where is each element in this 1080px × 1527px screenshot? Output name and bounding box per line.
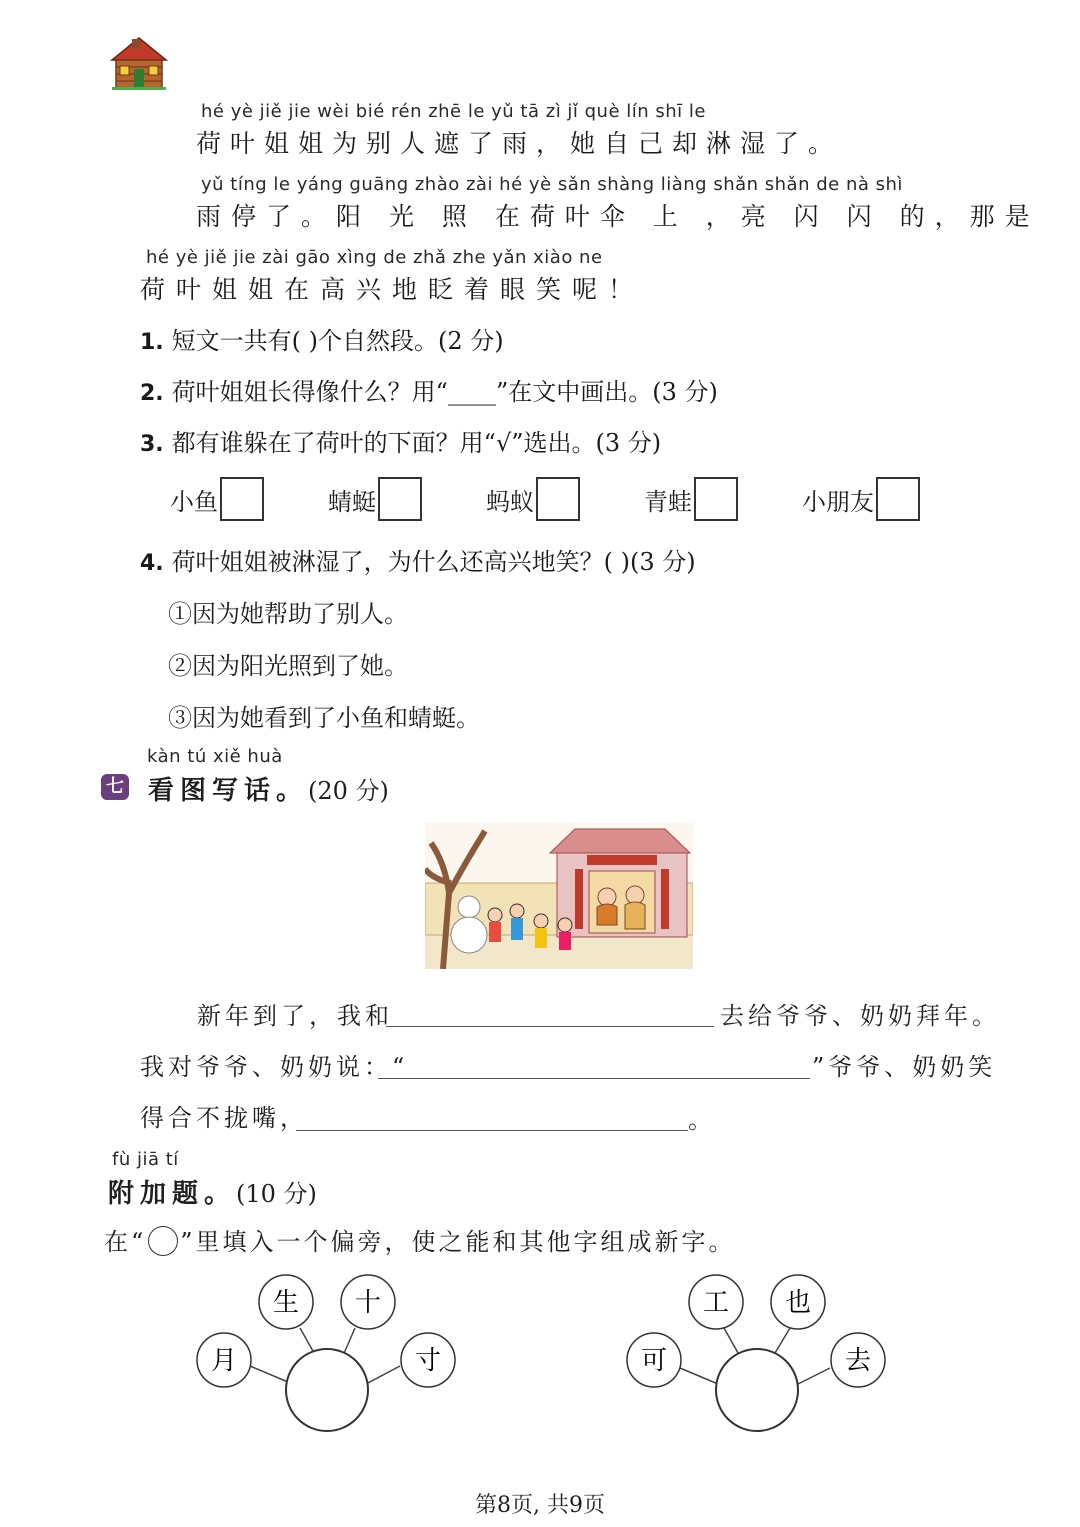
line3-text: 荷叶姐姐在高兴地眨着眼笑呢！ xyxy=(140,275,645,304)
checkbox-ant[interactable] xyxy=(536,477,580,521)
writing-blank-3[interactable] xyxy=(296,1130,688,1131)
option-fish-label: 小鱼 xyxy=(170,487,218,516)
char-sheng: 生 xyxy=(272,1288,300,1318)
line2-text: 雨停了。阳 光 照 在荷叶伞 上 ，亮 闪 闪 的，那是 xyxy=(196,202,1040,231)
section7-heading xyxy=(148,770,389,807)
section7-pinyin: kàn tú xiě huà xyxy=(147,746,283,767)
char-shi: 十 xyxy=(354,1288,382,1318)
line1-text: 荷叶姐姐为别人遮了雨，她自己却淋湿了。 xyxy=(196,129,843,158)
option-fish xyxy=(170,478,264,520)
question-4 xyxy=(140,542,696,577)
writing-line-1-end: 去给爷爷、奶奶拜年。 xyxy=(720,1002,1000,1030)
question-2-number: 2. xyxy=(140,381,164,406)
question-1-text: 短文一共有( )个自然段。(2 分) xyxy=(171,327,504,355)
question-1 xyxy=(140,321,504,356)
option-ant-label: 蚂蚁 xyxy=(486,487,534,516)
char-qu: 去 xyxy=(844,1346,872,1376)
writing-blank-1[interactable] xyxy=(386,1026,714,1027)
checkbox-dragonfly[interactable] xyxy=(378,477,422,521)
option-frog-label: 青蛙 xyxy=(644,487,692,516)
option-frog xyxy=(644,478,738,520)
question-2-text: 荷叶姐姐长得像什么？用“____”在文中画出。(3 分) xyxy=(171,378,718,406)
option-child xyxy=(802,478,920,520)
answer-circle-1 xyxy=(286,1349,368,1431)
section7-title: 看图写话。 xyxy=(148,776,309,806)
circle-icon xyxy=(148,1226,178,1256)
house-icon xyxy=(110,36,168,92)
line3-pinyin: hé yè jiě jie zài gāo xìng de zhǎ zhe yǎn xiào ne xyxy=(146,247,603,268)
char-cun: 寸 xyxy=(414,1346,442,1376)
line2-pinyin: yǔ tíng le yáng guāng zhào zài hé yè sǎn shàng liàng shǎn shǎn de nà shì xyxy=(201,174,903,195)
option-dragonfly xyxy=(328,478,422,520)
option-ant xyxy=(486,478,580,520)
page-footer: 第8页, 共9页 xyxy=(475,1493,605,1518)
bonus-instruction-b: ”里填入一个偏旁，使之能和其他字组成新字。 xyxy=(180,1228,736,1256)
radical-diagram-1 xyxy=(190,1268,470,1438)
section7-badge: 七 xyxy=(101,774,129,800)
question-1-number: 1. xyxy=(140,330,164,355)
writing-blank-2[interactable] xyxy=(378,1078,810,1079)
char-ye: 也 xyxy=(784,1288,812,1318)
bonus-title: 附加题。 xyxy=(108,1179,237,1209)
char-gong: 工 xyxy=(702,1288,730,1318)
bonus-pinyin: fù jiā tí xyxy=(112,1149,179,1170)
char-yue: 月 xyxy=(210,1346,238,1376)
writing-line-3-start: 得合不拢嘴， xyxy=(140,1104,308,1132)
bonus-instruction xyxy=(104,1222,736,1257)
answer-option-3: ③因为她看到了小鱼和蜻蜓。 xyxy=(168,704,480,732)
bonus-heading xyxy=(108,1173,317,1210)
answer-option-1: ①因为她帮助了别人。 xyxy=(168,600,408,628)
char-ke: 可 xyxy=(640,1346,668,1376)
question-2 xyxy=(140,372,718,407)
checkbox-fish[interactable] xyxy=(220,477,264,521)
writing-line-1-start: 新年到了，我和 xyxy=(197,1002,393,1030)
option-dragonfly-label: 蜻蜓 xyxy=(328,487,376,516)
writing-line-2-start: 我对爷爷、奶奶说：“ xyxy=(140,1053,409,1081)
answer-circle-2 xyxy=(716,1349,798,1431)
option-child-label: 小朋友 xyxy=(802,487,874,516)
question-4-number: 4. xyxy=(140,551,164,576)
line1-pinyin: hé yè jiě jie wèi bié rén zhē le yǔ tā zì jǐ què lín shī le xyxy=(201,101,706,122)
radical-diagram-2 xyxy=(620,1268,900,1438)
writing-line-3-end: 。 xyxy=(688,1106,716,1134)
bonus-instruction-a: 在“ xyxy=(104,1228,147,1256)
answer-option-2: ②因为阳光照到了她。 xyxy=(168,652,408,680)
question-3 xyxy=(140,423,661,458)
section7-score: (20 分) xyxy=(308,777,389,805)
bonus-score: (10 分) xyxy=(236,1180,317,1208)
question-4-text: 荷叶姐姐被淋湿了，为什么还高兴地笑？( )(3 分) xyxy=(171,548,696,576)
checkbox-child[interactable] xyxy=(876,477,920,521)
question-3-text: 都有谁躲在了荷叶的下面？用“√”选出。(3 分) xyxy=(171,429,662,457)
checkbox-frog[interactable] xyxy=(694,477,738,521)
new-year-illustration xyxy=(425,823,693,969)
question-3-number: 3. xyxy=(140,432,164,457)
writing-line-2-end: ”爷爷、奶奶笑 xyxy=(812,1053,997,1081)
